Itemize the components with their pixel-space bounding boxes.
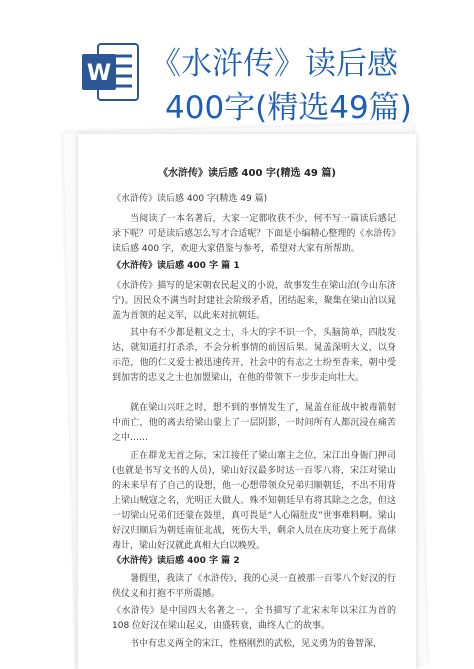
paragraph-7: 书中有忠义两全的宋江，性格刚烈的武松，见义勇为的鲁智深， [130,639,383,649]
paragraph-4: 正在群龙无首之际，宋江接任了梁山寨主之位，宋江出身衙门押司(也就是书写文书的人员)，梁山好汉最多时达一百零八将，宋江对梁山的未来早有了自己的设想，他一心想带领众兄弟归顺朝廷，不出不用背上梁山贼寇之名，光明正大做人。殊不知朝廷早有将其除之之念，但这一切梁山兄弟们还蒙在鼓里，真可畏是“人心隔肚皮”世事难料啊。梁山好汉归顺后为朝廷南征北战，死伤大半，剩余人员在庆功宴上死于高俅毒计，梁山好汉就此真相大白以晚殁。 [112,451,396,551]
word-document-icon [78,40,142,104]
word-logo-letter: W [86,61,112,86]
section-heading-1: 《水浒传》读后感 400 字 篇 1 [112,261,240,271]
paragraph-subtitle: 《水浒传》读后感 400 字(精选 49 篇) [112,194,268,204]
paragraph-2: 其中有不少都是粗义之士，斗大的字不识一个，头脑简单，四肢发达，就知道打打杀杀，不会分析事情的前因后果。晁盖深明大义，以身示范，他的仁义爱士被迅速传开，社会中的有志之士纷至沓来，朝中受到加害的忠义之士也加盟梁山，在他的带领下一步步走向壮大。 [112,328,396,383]
paragraph-3: 就在梁山兴旺之时，想不到的事情发生了，晁盖在征战中被毒箭射中而亡，他的离去给梁山蒙上了一层阴影，一时间所有人都沉浸在痛苦之中…… [112,403,396,443]
paragraph-1: 《水浒传》描写的是宋朝农民起义的小说，故事发生在梁山泊(今山东济宁)。因民众不满当时封建社会阶级矛盾，团结起来，聚集在梁山泊以晁盖为首领的起义军，以此来对抗朝廷。 [112,281,396,321]
paragraph-6: 《水浒传》是中国四大名著之一，全书描写了北宋末年以宋江为首的 108 位好汉在梁山起义，由盛转衰，曲终人亡的故事。 [112,606,396,631]
paragraph-5: 暑假里，我读了《水浒传》，我的心灵一直被那一百零八个好汉的行侠仗义和打抱不平所震撼。 [112,574,396,599]
section-heading-2: 《水浒传》读后感 400 字 篇 2 [112,556,240,566]
banner-title-line-2: 400字(精选49篇) [165,90,412,126]
document-page [78,134,416,669]
paragraph-intro: 当阅读了一本名著后，大家一定都收获不少，何不写一篇读后感记录下呢？可是读后感怎么写才合适呢？下面是小编精心整理的《水浒传》读后感 400 字，欢迎大家借鉴与参考，希望对大家有所帮助。 [112,214,396,254]
document-title: 《水浒传》读后感 400 字(精选 49 篇) [158,168,336,179]
banner-title-line-1: 《水浒传》读后感 [150,46,398,82]
